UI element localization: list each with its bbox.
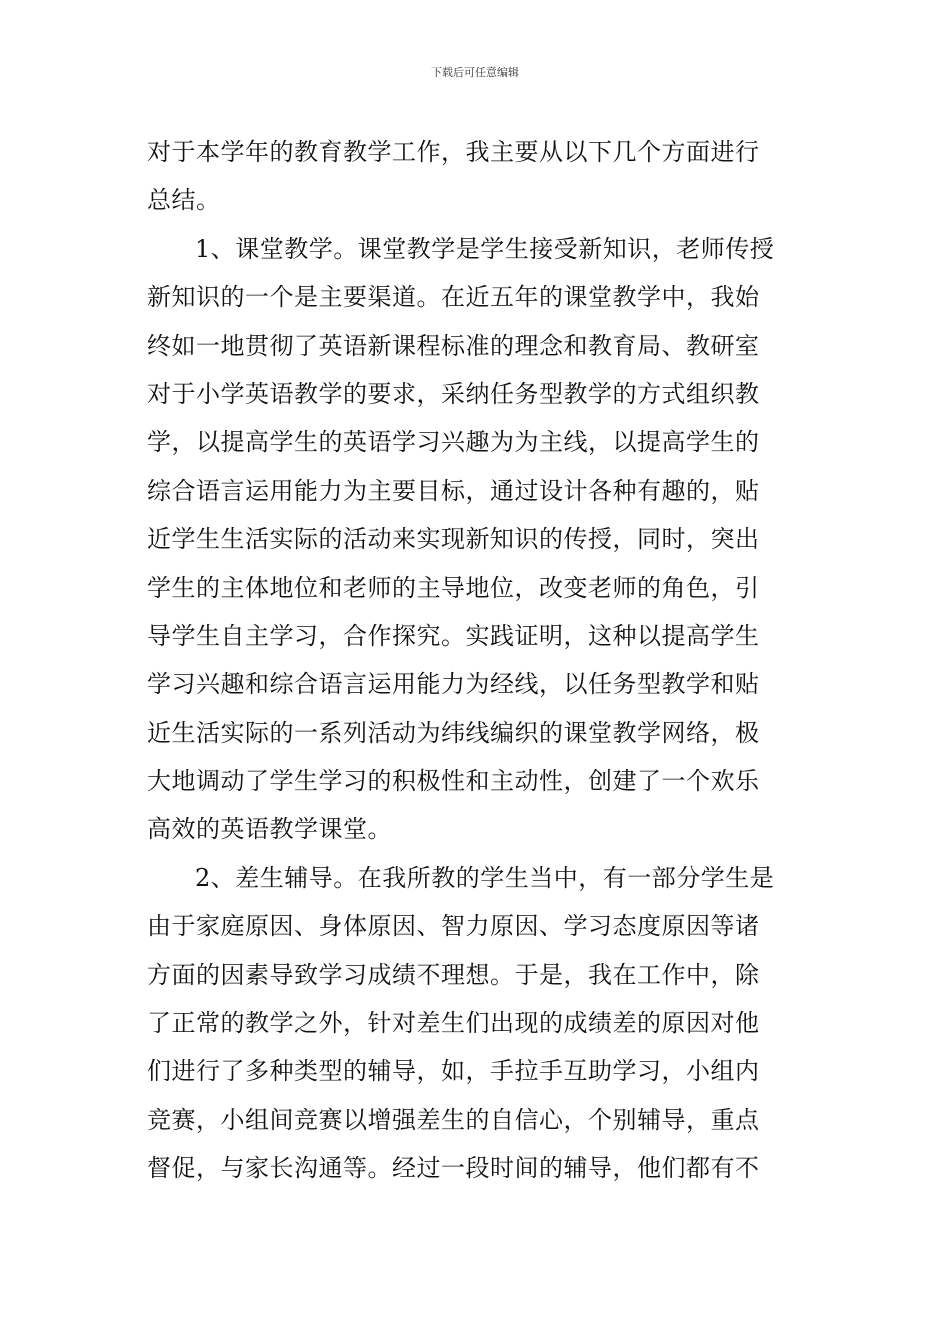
text-line: 总结。 <box>147 186 221 215</box>
body-text <box>147 128 807 1193</box>
text-line: 近生活实际的一系列活动为纬线编织的课堂教学网络，极 <box>147 718 760 747</box>
text-line: 学，以提高学生的英语学习兴趣为为主线，以提高学生的 <box>147 428 760 457</box>
text-line: 大地调动了学生学习的积极性和主动性，创建了一个欢乐 <box>147 767 760 796</box>
text-line: 对于小学英语教学的要求，采纳任务型教学的方式组织教 <box>147 379 760 408</box>
text-line: 对于本学年的教育教学工作，我主要从以下几个方面进行 <box>147 138 760 166</box>
text-line: 竞赛，小组间竞赛以增强差生的自信心，个别辅导，重点 <box>147 1105 760 1134</box>
text-line: 终如一地贯彻了英语新课程标准的理念和教育局、教研室 <box>147 331 760 360</box>
text-line: 高效的英语教学课堂。 <box>147 815 392 844</box>
text-line: 由于家庭原因、身体原因、智力原因、学习态度原因等诸 <box>147 912 760 941</box>
text-line: 新知识的一个是主要渠道。在近五年的课堂教学中，我始 <box>147 283 760 312</box>
text-line: 综合语言运用能力为主要目标，通过设计各种有趣的，贴 <box>147 476 760 505</box>
text-line: 学习兴趣和综合语言运用能力为经线，以任务型教学和贴 <box>147 670 760 699</box>
text-line: 学生的主体地位和老师的主导地位，改变老师的角色，引 <box>147 573 760 602</box>
paragraph-start-line: 1、课堂教学。课堂教学是学生接受新知识，老师传授 <box>195 234 775 263</box>
page-header: 下载后可任意编辑 <box>431 66 519 79</box>
text-line: 导学生自主学习，合作探究。实践证明，这种以提高学生 <box>147 621 760 650</box>
text-line: 了正常的教学之外，针对差生们出现的成绩差的原因对他 <box>147 1009 760 1038</box>
text-line: 督促，与家长沟通等。经过一段时间的辅导，他们都有不 <box>147 1154 760 1183</box>
text-line: 近学生生活实际的活动来实现新知识的传授，同时，突出 <box>147 525 760 554</box>
paragraph-start-line: 2、差生辅导。在我所教的学生当中，有一部分学生是 <box>195 863 775 892</box>
text-line: 方面的因素导致学习成绩不理想。于是，我在工作中，除 <box>147 960 760 989</box>
text-line: 们进行了多种类型的辅导，如，手拉手互助学习，小组内 <box>147 1057 760 1086</box>
